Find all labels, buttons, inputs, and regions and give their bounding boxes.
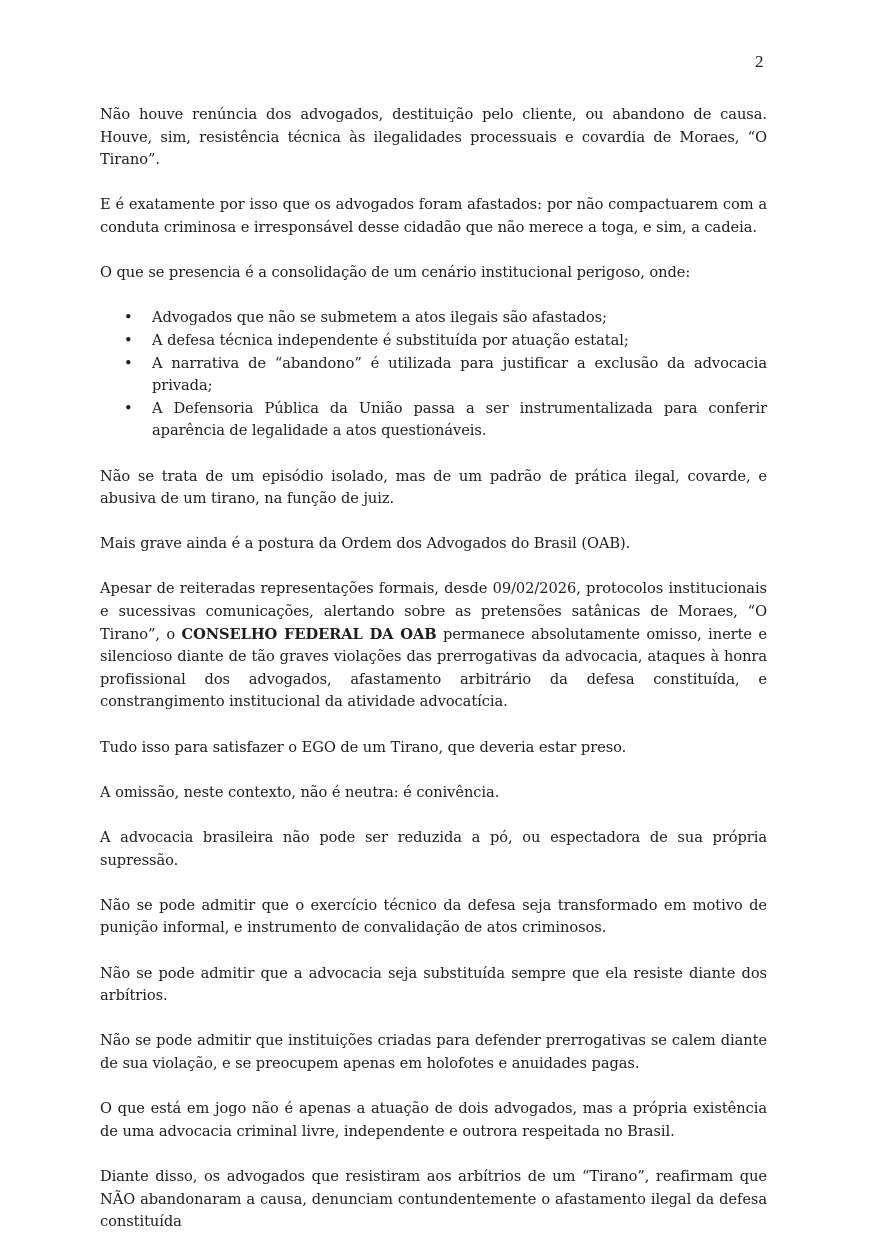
paragraph-6 xyxy=(100,578,767,714)
paragraph-3: O que se presencia é a consolidação de um cenário institucional perigoso, onde: xyxy=(100,264,691,282)
list-item: • A narrativa de “abandono” é utilizada para justificar a exclusão da advocacia privada; xyxy=(152,353,767,398)
paragraph-2: E é exatamente por isso que os advogados foram afastados: por não compactuarem com a conduta criminosa e irresponsável desse cidadão que não merece a toga, e sim, a cadeia. xyxy=(100,196,767,236)
paragraph-9: A advocacia brasileira não pode ser reduzida a pó, ou espectadora de sua própria supressão. xyxy=(100,829,767,869)
list-item: • A Defensoria Pública da União passa a ser instrumentalizada para conferir aparência de legalidade a atos questionáveis. xyxy=(152,398,767,443)
paragraph-1: Não houve renúncia dos advogados, destituição pelo cliente, ou abandono de causa. Houve, sim, resistência técnica às ilegalidades processuais e covardia de Moraes, “O Tirano”. xyxy=(100,106,767,169)
paragraph-6-text-start: Apesar de reiteradas representações formais, desde 09/02/2026, protocolos institucionais e sucessivas comunicações, alertando sobre as pretensões satânicas de Moraes, “O Tirano”, o xyxy=(100,580,767,643)
bullet-list xyxy=(100,307,767,443)
paragraph-8: A omissão, neste contexto, não é neutra: é conivência. xyxy=(100,783,500,801)
paragraph-13: O que está em jogo não é apenas a atuação de dois advogados, mas a própria existência de uma advocacia criminal livre, independente e outrora respeitada no Brasil. xyxy=(100,1100,767,1140)
document-body xyxy=(100,104,767,1256)
page-number: 2 xyxy=(755,52,764,71)
paragraph-7: Tudo isso para satisfazer o EGO de um Tirano, que deveria estar preso. xyxy=(100,738,627,756)
list-item: • A defesa técnica independente é substituída por atuação estatal; xyxy=(152,330,767,353)
list-item: • Advogados que não se submetem a atos ilegais são afastados; xyxy=(152,307,767,330)
paragraph-4: Não se trata de um episódio isolado, mas de um padrão de prática ilegal, covarde, e abusiva de um tirano, na função de juiz. xyxy=(100,467,767,508)
paragraph-6-text-end: permanece absolutamente omisso, inerte e silencioso diante de tão graves violações das prerrogativas da advocacia, ataques à honra profissional dos advogados, afastamento arbitrário da defesa constituída, e constrangimento institucional da atividade advocatícia. xyxy=(100,625,767,711)
paragraph-14: Diante disso, os advogados que resistiram aos arbítrios de um “Tirano”, reafirmam que NÃO abandonaram a causa, denunciam contundentemente o afastamento ilegal da defesa constituída xyxy=(100,1167,767,1231)
paragraph-10: Não se pode admitir que o exercício técnico da defesa seja transformado em motivo de punição informal, e instrumento de convalidação de atos criminosos. xyxy=(100,896,767,937)
paragraph-11: Não se pode admitir que a advocacia seja substituída sempre que ela resiste diante dos arbítrios. xyxy=(100,964,767,1005)
paragraph-5: Mais grave ainda é a postura da Ordem dos Advogados do Brasil (OAB). xyxy=(100,535,631,553)
paragraph-6-bold-entity: CONSELHO FEDERAL DA OAB xyxy=(181,625,437,643)
paragraph-12: Não se pode admitir que instituições criadas para defender prerrogativas se calem diante de sua violação, e se preocupem apenas em holofotes e anuidades pagas. xyxy=(100,1032,767,1072)
